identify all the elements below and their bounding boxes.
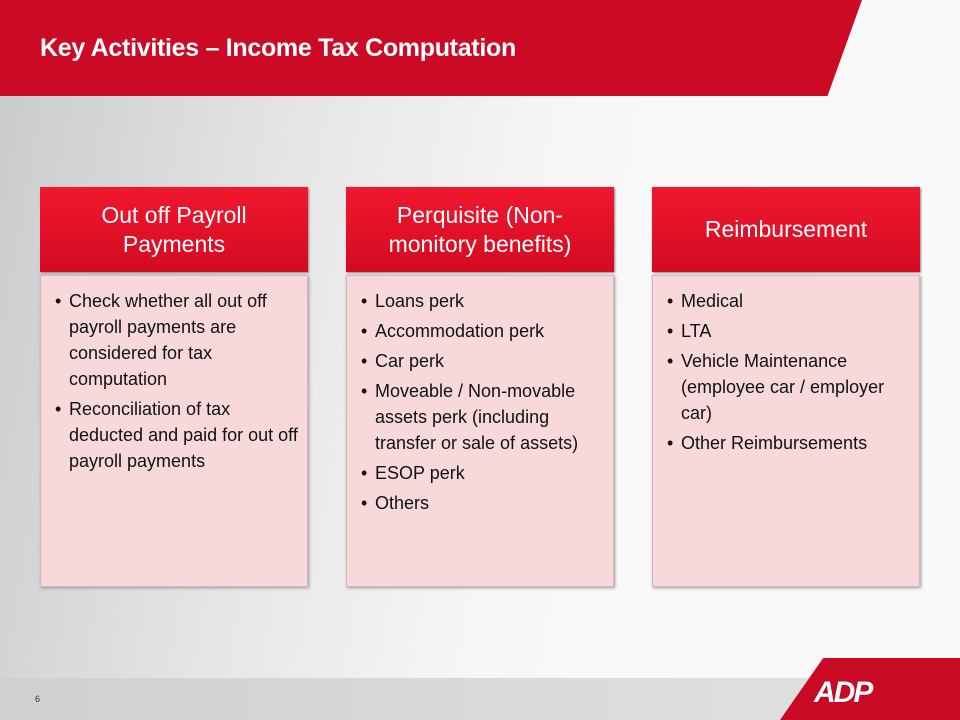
list-item: • ESOP perk (361, 460, 605, 486)
column-body (652, 275, 920, 587)
column-heading: Reimbursement (652, 187, 920, 272)
list-item: • Check whether all out off payroll payments are considered for tax computation (55, 288, 299, 392)
list-item: • LTA (667, 318, 911, 344)
column-reimbursement (652, 187, 920, 587)
column-perquisite (346, 187, 614, 587)
page-number: 6 (35, 694, 41, 704)
list-item: • Reconciliation of tax deducted and paid for out off payroll payments (55, 396, 299, 474)
column-body (346, 275, 614, 587)
list-item: • Accommodation perk (361, 318, 605, 344)
column-out-off-payroll (40, 187, 308, 587)
list-item: • Vehicle Maintenance (employee car / employer car) (667, 348, 911, 426)
adp-logo: ADP (814, 676, 872, 709)
list-item: • Medical (667, 288, 911, 314)
list-item: • Loans perk (361, 288, 605, 314)
slide-title: Key Activities – Income Tax Computation (40, 34, 516, 62)
column-body (40, 275, 308, 587)
list-item: • Car perk (361, 348, 605, 374)
list-item: • Others (361, 490, 605, 516)
list-item: • Moveable / Non-movable assets perk (including transfer or sale of assets) (361, 378, 605, 456)
list-item: • Other Reimbursements (667, 430, 911, 456)
column-heading: Perquisite (Non-monitory benefits) (346, 187, 614, 272)
column-heading: Out off Payroll Payments (40, 187, 308, 272)
